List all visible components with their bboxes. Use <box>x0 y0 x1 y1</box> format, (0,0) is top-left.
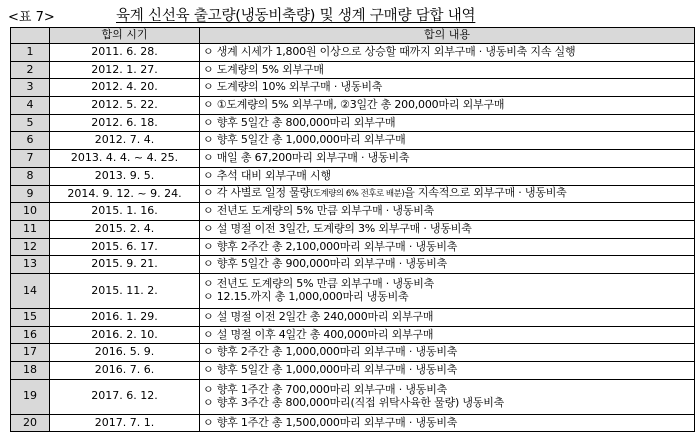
agreement-content <box>200 326 695 344</box>
agreement-date: 2016. 2. 10. <box>50 326 200 344</box>
agreement-content <box>200 414 695 432</box>
content-line: ㅇ 향후 1주간 총 1,500,000마리 외부구매 · 냉동비축 <box>203 415 458 429</box>
row-number: 6 <box>11 132 50 150</box>
content-line: ㅇ 설 명절 이전 2일간 총 240,000마리 외부구매 <box>203 309 434 323</box>
row-number: 17 <box>11 344 50 362</box>
table-row <box>11 362 695 380</box>
row-number: 3 <box>11 79 50 97</box>
agreement-date: 2012. 6. 18. <box>50 114 200 132</box>
row-number: 13 <box>11 256 50 274</box>
content-line: ㅇ ①도계량의 5% 외부구매, ②3일간 총 200,000마리 외부구매 <box>203 98 505 112</box>
header-content: 합의 내용 <box>200 28 695 44</box>
collusion-table <box>10 27 695 432</box>
table-row <box>11 114 695 132</box>
row-number: 1 <box>11 44 50 62</box>
row-number: 11 <box>11 220 50 238</box>
table-row <box>11 79 695 97</box>
agreement-content <box>200 344 695 362</box>
agreement-content <box>200 167 695 185</box>
table-label: <표 7> <box>8 10 55 25</box>
content-line: ㅇ 설 명절 이후 4일간 총 400,000마리 외부구매 <box>203 327 434 341</box>
row-number: 7 <box>11 150 50 168</box>
content-line: ㅇ 도계량의 5% 외부구매 <box>203 62 324 76</box>
table-row <box>11 61 695 79</box>
content-line: ㅇ 향후 5일간 총 1,000,000마리 외부구매 <box>203 133 406 147</box>
agreement-date: 2015. 11. 2. <box>50 273 200 308</box>
agreement-content <box>200 273 695 308</box>
agreement-content <box>200 185 695 203</box>
agreement-content <box>200 150 695 168</box>
agreement-content <box>200 362 695 380</box>
agreement-date: 2014. 9. 12. ~ 9. 24. <box>50 185 200 203</box>
agreement-content <box>200 61 695 79</box>
table-header-row <box>11 28 695 44</box>
content-line: ㅇ 향후 3주간 총 800,000마리(직접 위탁사육한 물량) 냉동비축 <box>203 395 505 409</box>
table-row <box>11 97 695 115</box>
content-line: ㅇ 매일 총 67,200마리 외부구매 · 냉동비축 <box>203 151 410 165</box>
content-part-after: 을 지속적으로 외부구매 · 냉동비축 <box>404 186 567 200</box>
agreement-content <box>200 132 695 150</box>
content-line: ㅇ 향후 2주간 총 1,000,000마리 외부구매 · 냉동비축 <box>203 345 458 359</box>
table-row <box>11 238 695 256</box>
agreement-date: 2015. 2. 4. <box>50 220 200 238</box>
table-row <box>11 379 695 414</box>
content-line: ㅇ 향후 1주간 총 700,000마리 외부구매 · 냉동비축 <box>203 383 448 397</box>
agreement-content <box>200 97 695 115</box>
agreement-date: 2011. 6. 28. <box>50 44 200 62</box>
table-row <box>11 220 695 238</box>
row-number: 8 <box>11 167 50 185</box>
agreement-date: 2015. 6. 17. <box>50 238 200 256</box>
table-row <box>11 185 695 203</box>
table-body <box>11 44 695 432</box>
content-part-before: ㅇ 각 사별로 일정 물량 <box>203 186 311 200</box>
agreement-date: 2012. 7. 4. <box>50 132 200 150</box>
header-num <box>11 28 50 44</box>
content-line: ㅇ 추석 대비 외부구매 시행 <box>203 168 331 182</box>
row-number: 14 <box>11 273 50 308</box>
agreement-content <box>200 203 695 221</box>
agreement-date: 2012. 4. 20. <box>50 79 200 97</box>
content-line: ㅇ 도계량의 10% 외부구매 · 냉동비축 <box>203 80 383 94</box>
agreement-content <box>200 238 695 256</box>
agreement-date: 2013. 9. 5. <box>50 167 200 185</box>
table-caption <box>6 3 696 23</box>
table-row <box>11 150 695 168</box>
table-row <box>11 308 695 326</box>
content-part-small: (도계량의 6% 전후로 배분) <box>310 189 405 200</box>
agreement-date: 2017. 7. 1. <box>50 414 200 432</box>
table-title: 육계 신선육 출고량(냉동비축량) 및 생계 구매량 담합 내역 <box>116 8 476 24</box>
agreement-date: 2016. 7. 6. <box>50 362 200 380</box>
table-row <box>11 203 695 221</box>
row-number: 18 <box>11 362 50 380</box>
content-line: ㅇ 12.15.까지 총 1,000,000마리 냉동비축 <box>203 289 409 303</box>
content-line: ㅇ 향후 2주간 총 2,100,000마리 외부구매 · 냉동비축 <box>203 239 458 253</box>
content-line: ㅇ 향후 5일간 총 900,000마리 외부구매 · 냉동비축 <box>203 257 448 271</box>
row-number: 4 <box>11 97 50 115</box>
agreement-content <box>200 308 695 326</box>
row-number: 10 <box>11 203 50 221</box>
agreement-content <box>200 44 695 62</box>
agreement-date: 2016. 1. 29. <box>50 308 200 326</box>
content-line: ㅇ 향후 5일간 총 1,000,000마리 외부구매 · 냉동비축 <box>203 363 458 377</box>
agreement-content <box>200 379 695 414</box>
agreement-content <box>200 220 695 238</box>
agreement-content <box>200 114 695 132</box>
table-row <box>11 344 695 362</box>
row-number: 15 <box>11 308 50 326</box>
row-number: 9 <box>11 185 50 203</box>
table-row <box>11 132 695 150</box>
agreement-date: 2016. 5. 9. <box>50 344 200 362</box>
table-row <box>11 414 695 432</box>
agreement-date: 2012. 5. 22. <box>50 97 200 115</box>
row-number: 12 <box>11 238 50 256</box>
table-row <box>11 167 695 185</box>
header-date: 합의 시기 <box>50 28 200 44</box>
row-number: 16 <box>11 326 50 344</box>
agreement-date: 2015. 1. 16. <box>50 203 200 221</box>
agreement-date: 2013. 4. 4. ~ 4. 25. <box>50 150 200 168</box>
content-line: ㅇ 생계 시세가 1,800원 이상으로 상승할 때까지 외부구매 · 냉동비축 지속 실행 <box>203 45 576 59</box>
table-row <box>11 256 695 274</box>
table-row <box>11 44 695 62</box>
agreement-date: 2015. 9. 21. <box>50 256 200 274</box>
table-row <box>11 273 695 308</box>
agreement-content <box>200 79 695 97</box>
table-row <box>11 326 695 344</box>
agreement-content <box>200 256 695 274</box>
content-line: ㅇ 향후 5일간 총 800,000마리 외부구매 <box>203 115 396 129</box>
row-number: 5 <box>11 114 50 132</box>
content-line: ㅇ 전년도 도계량의 5% 만큼 외부구매 · 냉동비축 <box>203 277 435 291</box>
content-line: ㅇ 설 명절 이전 3일간, 도계량의 3% 외부구매 · 냉동비축 <box>203 221 472 235</box>
agreement-date: 2017. 6. 12. <box>50 379 200 414</box>
row-number: 2 <box>11 61 50 79</box>
agreement-date: 2012. 1. 27. <box>50 61 200 79</box>
row-number: 20 <box>11 414 50 432</box>
content-line: ㅇ 전년도 도계량의 5% 만큼 외부구매 · 냉동비축 <box>203 204 435 218</box>
row-number: 19 <box>11 379 50 414</box>
